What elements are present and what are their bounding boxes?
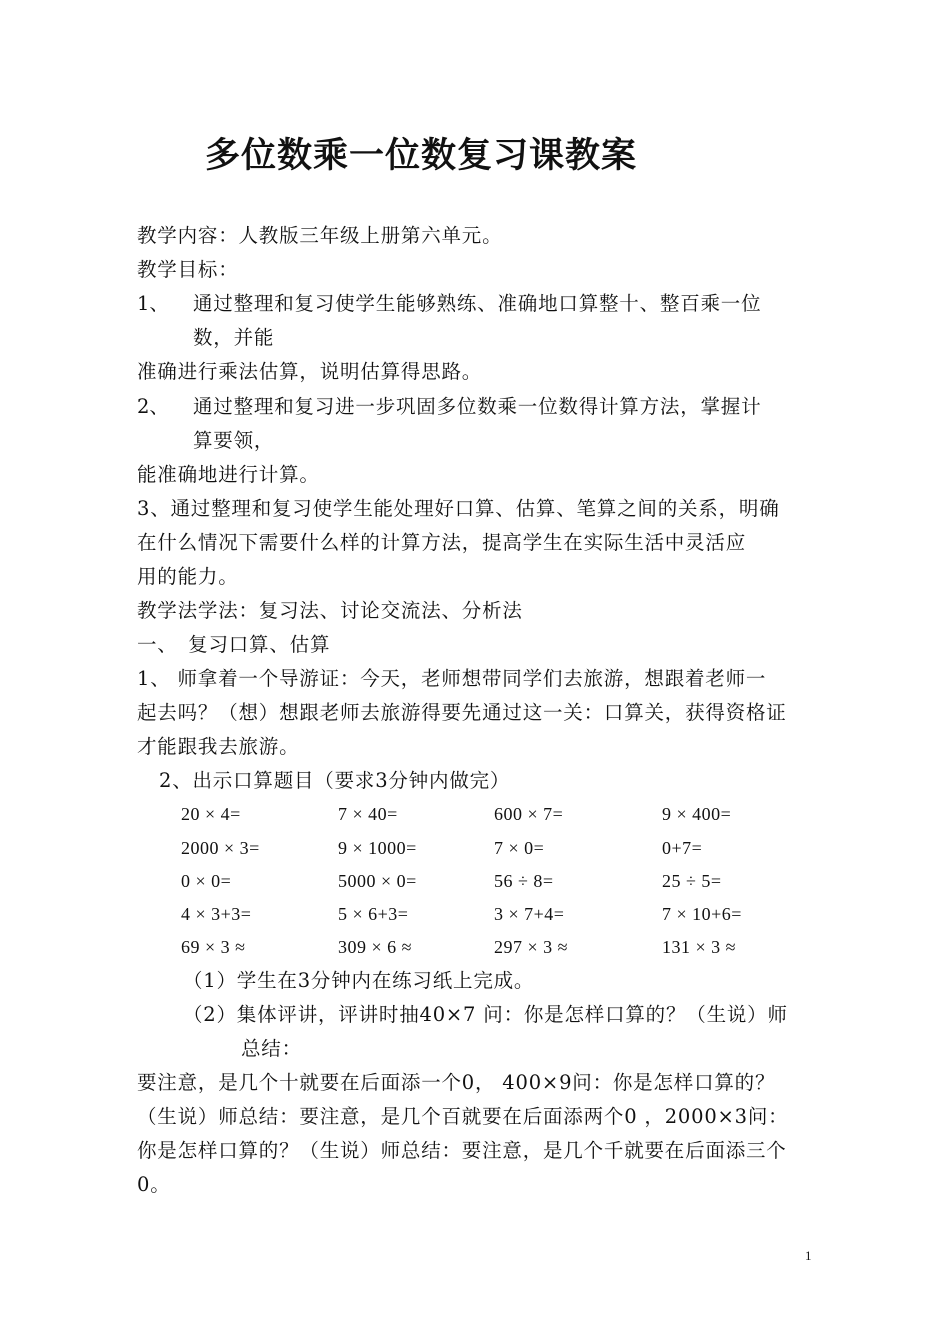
exercise-item: 0 × 0= xyxy=(181,871,232,891)
sub-step-2-line1: （2）集体评讲，评讲时抽40×7 问：你是怎样口算的？（生说）师 xyxy=(183,1003,788,1026)
goal2-line1: 通过整理和复习进一步巩固多位数乘一位数得计算方法，掌握计 xyxy=(193,395,762,418)
exercise-item: 9 × 1000= xyxy=(338,838,417,858)
goal3-line2: 在什么情况下需要什么样的计算方法，提高学生在实际生活中灵活应 xyxy=(137,531,747,554)
exercise-item: 7 × 0= xyxy=(494,838,545,858)
exercise-item: 3 × 7+4= xyxy=(494,904,565,924)
goal1-number: 1、 xyxy=(137,292,169,315)
goal1-line2: 数，并能 xyxy=(193,326,275,349)
document-title: 多位数乘一位数复习课教案 xyxy=(204,136,637,176)
sub-step-1: （1）学生在3分钟内在练习纸上完成。 xyxy=(183,969,535,992)
step1-line1: 1、 师拿着一个导游证：今天，老师想带同学们去旅游，想跟着老师一 xyxy=(137,667,767,690)
goal1-line1: 通过整理和复习使学生能够熟练、准确地口算整十、整百乘一位 xyxy=(193,292,762,315)
exercise-item: 20 × 4= xyxy=(181,804,241,824)
exercise-item: 7 × 10+6= xyxy=(662,904,742,924)
method-line: 教学法学法：复习法、讨论交流法、分析法 xyxy=(137,599,523,622)
goal-label: 教学目标： xyxy=(137,258,239,281)
exercise-item: 9 × 400= xyxy=(662,804,732,824)
exercise-item: 600 × 7= xyxy=(494,804,564,824)
exercise-item: 4 × 3+3= xyxy=(181,904,252,924)
exercise-item: 7 × 40= xyxy=(338,804,398,824)
content-line: 教学内容：人教版三年级上册第六单元。 xyxy=(137,224,503,247)
section-heading: 一、 复习口算、估算 xyxy=(137,633,331,656)
exercise-item: 56 ÷ 8= xyxy=(494,871,554,891)
goal3-line3: 用的能力。 xyxy=(137,565,239,588)
exercise-item: 309 × 6 ≈ xyxy=(338,937,413,957)
paragraph-line4: 0。 xyxy=(137,1173,171,1196)
exercise-item: 2000 × 3= xyxy=(181,838,260,858)
step1-line2: 起去吗？（想）想跟老师去旅游得要先通过这一关：口算关，获得资格证 xyxy=(137,701,787,724)
step1-line3: 才能跟我去旅游。 xyxy=(137,735,300,758)
paragraph-line3: 你是怎样口算的？（生说）师总结：要注意，是几个千就要在后面添三个 xyxy=(137,1139,787,1162)
goal1-line3: 准确进行乘法估算，说明估算得思路。 xyxy=(137,360,483,383)
exercise-item: 131 × 3 ≈ xyxy=(662,937,737,957)
goal2-number: 2、 xyxy=(137,395,169,418)
exercise-item: 69 × 3 ≈ xyxy=(181,937,246,957)
page-number: 1 xyxy=(805,1248,812,1263)
step2-line: 2、出示口算题目（要求3分钟内做完） xyxy=(159,769,511,792)
paragraph-line1: 要注意，是几个十就要在后面添一个0， 400×9问：你是怎样口算的？ xyxy=(137,1071,776,1094)
exercise-item: 5000 × 0= xyxy=(338,871,417,891)
exercise-item: 25 ÷ 5= xyxy=(662,871,722,891)
goal3-line1: 3、通过整理和复习使学生能处理好口算、估算、笔算之间的关系，明确 xyxy=(137,497,780,520)
exercise-item: 0+7= xyxy=(662,838,703,858)
sub-step-2-line2: 总结： xyxy=(241,1037,302,1060)
goal2-line3: 能准确地进行计算。 xyxy=(137,463,320,486)
goal2-line2: 算要领， xyxy=(193,429,275,452)
exercise-item: 5 × 6+3= xyxy=(338,904,409,924)
exercise-item: 297 × 3 ≈ xyxy=(494,937,569,957)
paragraph-line2: （生说）师总结：要注意，是几个百就要在后面添两个0 ，2000×3问： xyxy=(137,1105,789,1128)
